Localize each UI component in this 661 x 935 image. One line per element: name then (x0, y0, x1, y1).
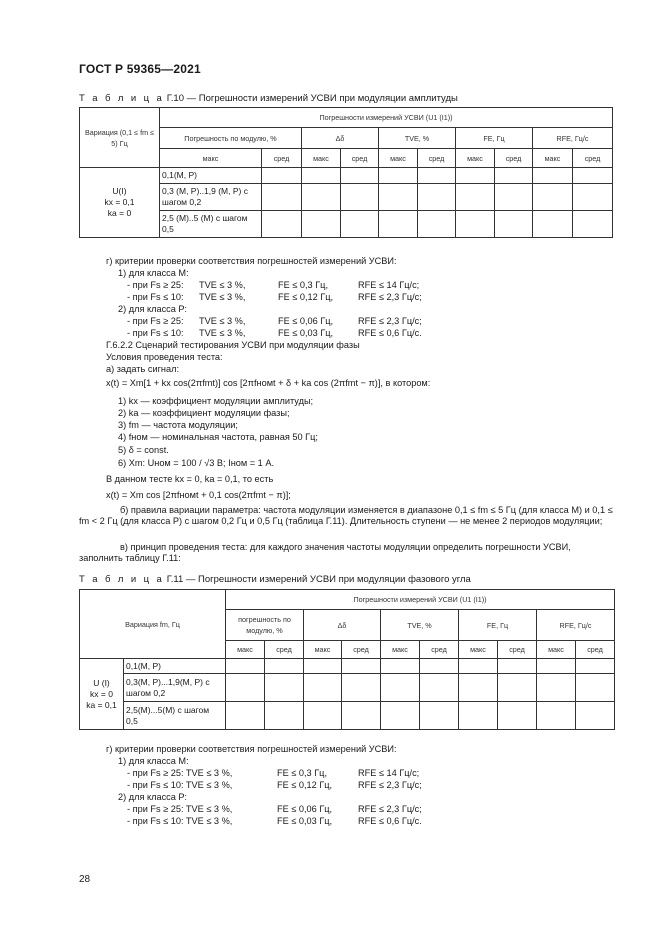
col-header: TVE, % (381, 610, 459, 641)
col-header: FE, Гц (459, 610, 537, 641)
group-header: Погрешности измерений УСВИ (U1 (I1)) (226, 590, 615, 610)
avg-label: сред (498, 641, 537, 659)
criteria-row: - при Fs ≤ 10: TVE ≤ 3 %, FE ≤ 0,03 Гц, RFE ≤ 0,6 Гц/с. (127, 816, 422, 826)
conditions-label: Условия проведения теста: (106, 352, 223, 362)
avg-label: сред (342, 641, 381, 659)
row-label: U(I) kx = 0,1 ka = 0 (80, 168, 160, 238)
list-item: 5) δ = const. (118, 445, 169, 455)
col-header: RFE, Гц/с (537, 610, 615, 641)
class-p-label: 2) для класса Р: (118, 792, 187, 802)
max-label: макс (456, 149, 495, 168)
table11-caption: Т а б л и ц а Г.11 — Погрешности измерений УСВИ при модуляции фазового угла (79, 574, 471, 585)
set-signal-label: а) задать сигнал: (106, 364, 180, 374)
col-header: RFE, Гц/с (533, 128, 613, 149)
criteria-intro: г) критерии проверки соответствия погрешностей измерений УСВИ: (106, 256, 397, 266)
criteria-row: - при Fs ≥ 25: TVE ≤ 3 %, FE ≤ 0,06 Гц, RFE ≤ 2,3 Гц/с; (127, 804, 422, 814)
col-header: Δδ (304, 610, 381, 641)
criteria-row: - при Fs ≤ 10: TVE ≤ 3 %, FE ≤ 0,12 Гц, RFE ≤ 2,3 Гц/с; (127, 292, 422, 302)
rule-b: б) правила вариации параметра: частота модуляции изменяется в диапазоне 0,1 ≤ fm ≤ 5 Гц (для класса М) и 0,1 ≤ fm < 2 Гц (для класса Р) с шагом 0,2 Гц и 0,5 Гц (таблица Г.11). Длительность ступени — не менее 2 периодов модуляции; (79, 505, 613, 526)
max-label: макс (160, 149, 262, 168)
avg-label: сред (341, 149, 379, 168)
max-label: макс (533, 149, 573, 168)
class-m-label: 1) для класса М: (118, 268, 189, 278)
col-header: Δδ (302, 128, 379, 149)
table-row: 2,5(М)...5(М) с шагом 0,5 (124, 702, 226, 730)
list-item: 6) Xm: Uном = 100 / √3 В; Iном = 1 А. (118, 458, 275, 468)
avg-label: сред (576, 641, 615, 659)
page-header: ГОСТ Р 59365—2021 (79, 62, 201, 76)
list-item: 1) kx — коэффициент модуляции амплитуды; (118, 396, 314, 406)
table11 (79, 589, 615, 730)
avg-label: сред (573, 149, 613, 168)
table-row: 0,3(М, Р)...1,9(М, Р) с шагом 0,2 (124, 674, 226, 702)
max-label: макс (226, 641, 265, 659)
group-header: Погрешности измерений УСВИ (U1 (I1)) (160, 108, 613, 128)
variation-label: Вариация fm, Гц (80, 590, 226, 659)
avg-label: сред (265, 641, 304, 659)
criteria-intro: г) критерии проверки соответствия погрешностей измерений УСВИ: (106, 744, 397, 754)
criteria-row: - при Fs ≤ 10: TVE ≤ 3 %, FE ≤ 0,03 Гц, RFE ≤ 0,6 Гц/с. (127, 328, 422, 338)
max-label: макс (304, 641, 342, 659)
max-label: макс (381, 641, 420, 659)
avg-label: сред (495, 149, 533, 168)
max-label: макс (379, 149, 418, 168)
avg-label: сред (420, 641, 459, 659)
col-header: FE, Гц (456, 128, 533, 149)
col-header: Погрешность по модулю, % (160, 128, 302, 149)
criteria-row: - при Fs ≥ 25: TVE ≤ 3 %, FE ≤ 0,06 Гц, RFE ≤ 2,3 Гц/с; (127, 316, 422, 326)
class-p-label: 2) для класса Р: (118, 304, 187, 314)
criteria-row: - при Fs ≥ 25: TVE ≤ 3 %, FE ≤ 0,3 Гц, RFE ≤ 14 Гц/с; (127, 768, 420, 778)
rule-v: в) принцип проведения теста: для каждого значения частоты модуляции определить погрешности УСВИ, заполнить таблицу Г.11: (79, 542, 571, 563)
list-item: 4) fном — номинальная частота, равная 50 Гц; (118, 432, 318, 442)
class-m-label: 1) для класса М: (118, 756, 189, 766)
formula-2: x(t) = Xm cos [2πfномt + 0,1 cos(2πfmt − π)]; (106, 490, 291, 500)
table10 (79, 107, 613, 238)
avg-label: сред (418, 149, 456, 168)
col-header: TVE, % (379, 128, 456, 149)
max-label: макс (459, 641, 498, 659)
list-item: 2) ka — коэффициент модуляции фазы; (118, 408, 290, 418)
max-label: макс (302, 149, 341, 168)
table-row: 0,1(М, Р) (160, 168, 262, 184)
page-number: 28 (79, 874, 91, 885)
table-row: 0,3 (М, Р)..1,9 (М, Р) с шагом 0,2 (160, 184, 262, 211)
row-label: U (I) kx = 0 ka = 0,1 (80, 659, 124, 730)
list-item: 3) fm — частота модуляции; (118, 420, 238, 430)
formula-1: x(t) = Xm[1 + kx cos(2πfmt)] cos [2πfномt + δ + ka cos (2πfmt − π)], в котором: (106, 378, 431, 388)
avg-label: сред (262, 149, 302, 168)
criteria-row: - при Fs ≥ 25: TVE ≤ 3 %, FE ≤ 0,3 Гц, RFE ≤ 14 Гц/с; (127, 280, 420, 290)
col-header: погрешность по модулю, % (226, 610, 304, 641)
table-row: 2,5 (М)..5 (М) с шагом 0,5 (160, 211, 262, 238)
variation-label: Вариация (0,1 ≤ fm ≤ 5) Гц (80, 108, 160, 168)
table-row: 0,1(М, Р) (124, 659, 226, 674)
in-test-text: В данном тесте kx = 0, ka = 0,1, то есть (106, 474, 274, 484)
max-label: макс (537, 641, 576, 659)
table10-caption: Т а б л и ц а Г.10 — Погрешности измерений УСВИ при модуляции амплитуды (79, 93, 458, 104)
section-heading: Г.6.2.2 Сценарий тестирования УСВИ при модуляции фазы (106, 340, 360, 350)
criteria-row: - при Fs ≤ 10: TVE ≤ 3 %, FE ≤ 0,12 Гц, RFE ≤ 2,3 Гц/с; (127, 780, 422, 790)
